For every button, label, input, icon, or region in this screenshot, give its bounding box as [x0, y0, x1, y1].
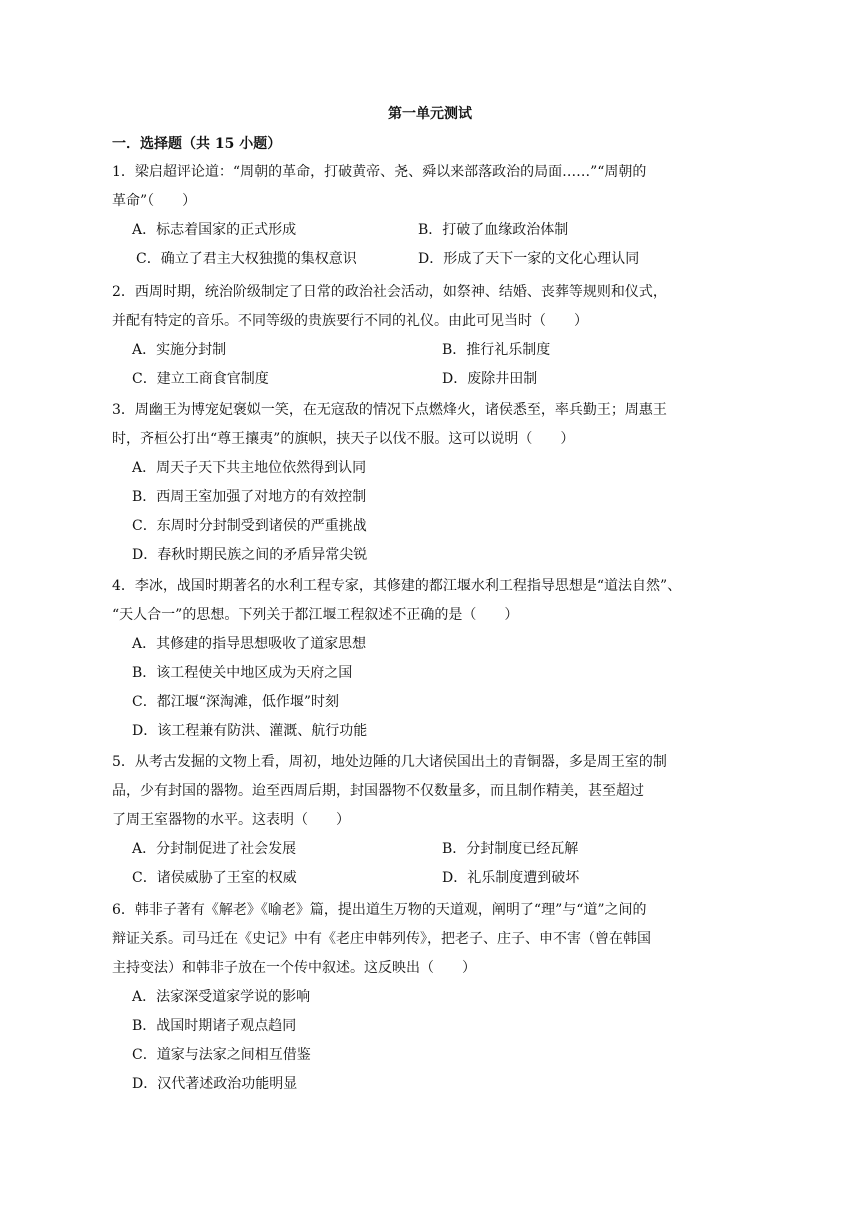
question-4-stem-line-2: “天人合一”的思想。下列关于都江堰工程叙述不正确的是（ ）: [112, 607, 519, 623]
question-5-options-row-1: [132, 835, 740, 864]
question-3-stem-line-1: 3．周幽王为博宠妃褒姒一笑，在无寇敌的情况下点燃烽火，诸侯悉至，率兵勤王；周惠王: [112, 402, 667, 418]
question-5-option-c[interactable]: C．诸侯威胁了王室的权威: [132, 870, 297, 886]
question-5-option-d[interactable]: D．礼乐制度遭到破坏: [442, 870, 580, 886]
question-1-options-row-1: [132, 216, 740, 245]
question-6-stem-line-3: 主持变法）和韩非子放在一个传中叙述。这反映出（ ）: [112, 960, 476, 976]
question-4: [112, 572, 740, 746]
question-2-options-row-1: [132, 336, 740, 365]
question-2-stem-line-1: 2．西周时期，统治阶级制定了日常的政治社会活动，如祭神、结婚、丧葬等规则和仪式，: [112, 284, 667, 300]
question-5-stem-line-1: 5．从考古发掘的文物上看，周初，地处边陲的几大诸侯国出土的青铜器，多是周王室的制: [112, 754, 667, 770]
question-3: [112, 396, 740, 570]
question-5-stem-line-3: 了周王室器物的水平。这表明（ ）: [112, 812, 350, 828]
question-5-stem-line-2: 品，少有封国的器物。迨至西周后期，封国器物不仅数量多，而且制作精美，甚至超过: [112, 783, 644, 799]
question-3-option-a[interactable]: A．周天子天下共主地位依然得到认同: [132, 460, 367, 476]
question-2: [112, 278, 740, 394]
question-3-option-c[interactable]: C．东周时分封制受到诸侯的严重挑战: [132, 518, 367, 534]
question-3-option-b[interactable]: B．西周王室加强了对地方的有效控制: [132, 489, 367, 505]
question-1-option-d[interactable]: D．形成了天下一家的文化心理认同: [418, 251, 640, 267]
question-3-option-d[interactable]: D．春秋时期民族之间的矛盾异常尖锐: [132, 547, 368, 563]
question-1-option-a[interactable]: A．标志着国家的正式形成: [132, 222, 297, 238]
question-4-stem-line-1: 4．李冰，战国时期著名的水利工程专家，其修建的都江堰水利工程指导思想是“道法自然”、: [112, 578, 682, 594]
section-heading: 一．选择题（共 15 小题）: [112, 136, 282, 152]
question-4-option-d[interactable]: D．该工程兼有防洪、灌溉、航行功能: [132, 723, 368, 739]
question-6-option-c[interactable]: C．道家与法家之间相互借鉴: [132, 1047, 311, 1063]
question-1-stem-line-1: 1．梁启超评论道：“周朝的革命，打破黄帝、尧、舜以来部落政治的局面……”“周朝的: [112, 164, 647, 180]
question-6-option-d[interactable]: D．汉代著述政治功能明显: [132, 1076, 298, 1092]
question-6-stem-line-2: 辩证关系。司马迁在《史记》中有《老庄申韩列传》，把老子、庄子、申不害（曾在韩国: [112, 931, 651, 947]
question-6-option-b[interactable]: B．战国时期诸子观点趋同: [132, 1018, 297, 1034]
question-5-option-b[interactable]: B．分封制度已经瓦解: [442, 841, 579, 857]
question-1-options-row-2: [132, 245, 740, 274]
question-4-option-a[interactable]: A．其修建的指导思想吸收了道家思想: [132, 636, 367, 652]
question-1-stem-line-2: 革命”（ ）: [112, 193, 197, 209]
question-6-option-a[interactable]: A．法家深受道家学说的影响: [132, 989, 311, 1005]
question-2-options-row-2: [132, 365, 740, 394]
question-2-option-a[interactable]: A．实施分封制: [132, 342, 227, 358]
page-title: 第一单元测试: [388, 106, 472, 122]
question-5: [112, 748, 740, 893]
question-3-stem-line-2: 时，齐桓公打出“尊王攘夷”的旗帜，挟天子以伐不服。这可以说明（ ）: [112, 431, 575, 447]
question-1-option-b[interactable]: B．打破了血缘政治体制: [418, 222, 569, 238]
question-5-options-row-2: [132, 864, 740, 893]
question-5-option-a[interactable]: A．分封制促进了社会发展: [132, 841, 297, 857]
question-4-option-b[interactable]: B．该工程使关中地区成为天府之国: [132, 665, 353, 681]
question-6: [112, 896, 740, 1099]
question-2-stem-line-2: 并配有特定的音乐。不同等级的贵族要行不同的礼仪。由此可见当时（ ）: [112, 313, 588, 329]
question-4-option-c[interactable]: C．都江堰“深淘滩，低作堰”时刻: [132, 694, 340, 710]
question-2-option-d[interactable]: D．废除井田制: [442, 371, 538, 387]
question-2-option-c[interactable]: C．建立工商食官制度: [132, 371, 269, 387]
question-1: [112, 158, 740, 274]
question-2-option-b[interactable]: B．推行礼乐制度: [442, 342, 551, 358]
question-6-stem-line-1: 6．韩非子著有《解老》《喻老》篇，提出道生万物的天道观，阐明了“理”与“道”之间的: [112, 902, 647, 918]
question-1-option-c[interactable]: C．确立了君主大权独揽的集权意识: [136, 251, 357, 267]
